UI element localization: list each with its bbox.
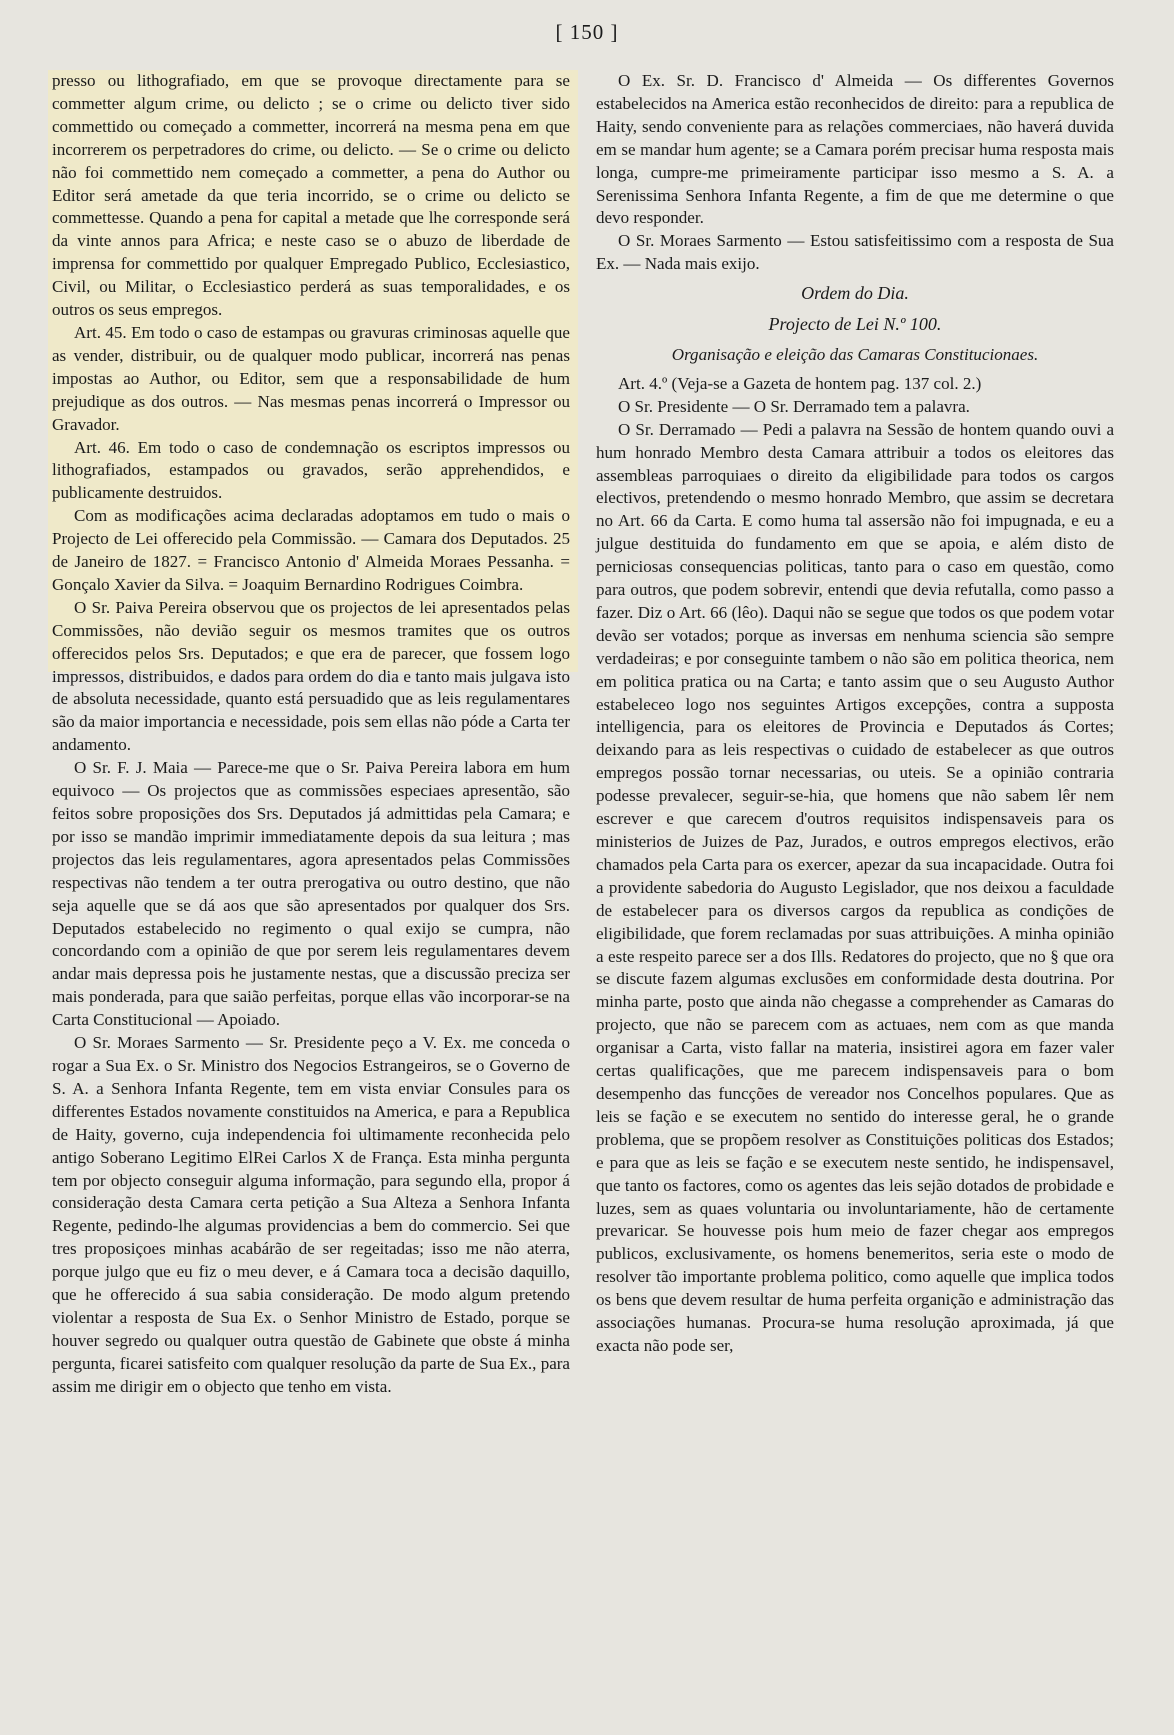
paragraph-commission-signatures: Com as modificações acima declaradas adoptamos em tudo o mais o Projecto de Lei offerecido pela Commissão. — Camara dos Deputados. 25 de Janeiro de 1827. = Francisco Antonio d' Almeida Moraes Pessanha. = Gonçalo Xavier da Silva. = Joaquim Bernardino Rodrigues Coimbra. [52, 506, 570, 594]
paragraph-president: O Sr. Presidente — O Sr. Derramado tem a palavra. [618, 396, 970, 416]
paragraph-article-reference: Art. 4.º (Veja-se a Gazeta de hontem pag. 137 col. 2.) [618, 373, 982, 393]
order-of-day-heading: Ordem do Dia. [801, 283, 909, 304]
left-column [52, 70, 570, 1399]
paragraph-paiva-pereira: O Sr. Paiva Pereira observou que os projectos de lei apresentados pelas Commissões, não devião seguir os mesmos tramites que os outros offerecidos pelos Srs. Deputados; e que era de parecer, que fossem logo impressos, distribuidos, e dados para ordem do dia e tanto mais julgava isto de absoluta necessidade, quanto está persuadido que as leis regulamentares são da maior importancia e necessidade, pois sem ellas não póde a Carta ter andamento. [52, 597, 570, 755]
paragraph-art-44-continued: presso ou lithografiado, em que se provoque directamente para se commetter algum crime, ou delicto ; se o crime ou delicto tiver sido commettido ou começado a commetter, incorrerá na mesma pena em que incorrerem os perpetradores do crime, ou delicto. — Se o crime ou delicto não foi commettido nem começado a commetter, a pena do Author ou Editor será ametade da que teria incorrido, se o crime ou delicto se commettesse. Quando a pena for capital a metade que lhe corresponde será da vinte annos para Africa; e neste caso se o abuzo de liberdade de imprensa for commettido por qualquer Empregado Publico, Ecclesiastico, Civil, ou Militar, o Ecclesiastico perderá as suas temporalidades, e os outros os seus empregos. [52, 71, 570, 320]
paragraph-fj-maia: O Sr. F. J. Maia — Parece-me que o Sr. Paiva Pereira labora em hum equivoco — Os projectos que as commissões especiaes apresentão, são feitos sobre proposições dos Srs. Deputados já admittidas pela Camara; e por isso se mandão imprimir immediatamente depois da sua leitura ; mas projectos das leis regulamentares, agora apresentados pelas Commissões respectivas não tendem a ter outra prerogativa ou outro destino, que não seja aquelle que se dá aos que são apresentados por qualquer dos Srs. Deputados estabelecido no regimento o qual exijo se cumpra, não concordando com a opinião de que por serem leis regulamentares devem andar mais depressa pois he justamente nestas, que a discussão preciza ser mais ponderada, para que saião perfeitas, porque ellas vão incorporar-se na Carta Constitucional — Apoiado. [52, 758, 570, 1030]
page-number: [ 150 ] [555, 20, 619, 44]
project-subtitle: Organisação e eleição das Camaras Constitucionaes. [671, 344, 1039, 364]
paragraph-minister-reply: O Ex. Sr. D. Francisco d' Almeida — Os differentes Governos estabelecidos na America estão reconhecidos de direito: para a republica de Haity, sendo conveniente para as relações commerciaes, não haverá duvida em se mandar hum agente; se a Camara porém precisar huma resposta mais longa, cumpre-me primeiramente participar isso mesmo a S. A. a Serenissima Senhora Infanta Regente, a fim de que me determine o que devo responder. [596, 71, 1114, 228]
paragraph-art-46: Art. 46. Em todo o caso de condemnação os escriptos impressos ou lithografiados, estampados ou gravados, serão apprehendidos, e publicamente destruidos. [52, 437, 570, 503]
right-column [596, 70, 1114, 1358]
paragraph-moraes-sarmento-question: O Sr. Moraes Sarmento — Sr. Presidente peço a V. Ex. me conceda o rogar a Sua Ex. o Sr. Ministro dos Negocios Estrangeiros, se o Governo de S. A. a Senhora Infanta Regente, tem em vista enviar Consules para os differentes Estados novamente constituidos na America, e para a Republica de Haity, governo, cuja independencia foi ultimamente reconhecida pelo antigo Soberano Legitimo ElRei Carlos X de França. Esta minha pergunta tem por objecto conseguir alguma informação, para segundo ella, propor á consideração desta Camara certa petição a Sua Alteza a Senhora Infanta Regente, pedindo-lhe algumas providencias a bem do commercio. Sei que tres proposiçoes minhas acabárão de ser regeitadas; isso me não aterra, porque julgo que eu fiz o meu dever, e á Camara toca a decisão daquillo, que he offerecido á sua sabia consideração. De modo algum pretendo violentar a resposta de Sua Ex. o Senhor Ministro de Estado, porque se houver segredo ou qualquer outra questão de Gabinete que obste á minha pergunta, ficarei satisfeito com qualquer resolução da parte de Sua Ex., para assim me dirigir em o objecto que tenho em vista. [52, 1033, 570, 1396]
paragraph-sarmento-reply: O Sr. Moraes Sarmento — Estou satisfeitissimo com a resposta de Sua Ex. — Nada mais exijo. [596, 231, 1114, 274]
paragraph-art-45: Art. 45. Em todo o caso de estampas ou gravuras criminosas aquelle que as vender, distribuir, ou de qualquer modo publicar, incorrerá nas penas impostas ao Author, ou Editor, sem que a responsabilidade de hum prejudique as dos outros. — Nas mesmas penas incorrerá o Impressor ou Gravador. [52, 322, 570, 434]
paragraph-derramado-speech: O Sr. Derramado — Pedi a palavra na Sessão de hontem quando ouvi a hum honrado Membro desta Camara attribuir a todos os eleitores das assembleas parroquiaes o direito da eligibilidade para todos os cargos electivos, pretendendo o mesmo honrado Membro, que assim se decretara no Art. 66 da Carta. E como huma tal assersão não foi impugnada, e eu a julgue destituida do fundamento em que se apoia, e além disto de perniciosas consequencias politicas, tanto para o caso em questão, como para outros, que podem sobrevir, entendi que devia refutalla, como passo a fazer. Diz o Art. 66 (lêo). Daqui não se segue que todos os que podem votar devão ser votados; porque as inversas em nenhuma sciencia são sempre verdadeiras; e por conseguinte tambem o não são em politica theorica, nem em politica pratica ou na Carta; e tanto assim que o seu Augusto Author estabeleceo logo nos seguintes Artigos excepções, contra a supposta intelligencia, para os eleitores de Provincia e Deputados ás Cortes; deixando para as leis respectivas o cuidado de estabelecer as que outros empregos possão tornar necessarias, ou uteis. Se a opinião contraria podesse prevalecer, seguir-se-hia, que homens que não sabem lêr nem escrever e que carecem d'outros requisitos indispensaveis para os ministerios de Juizes de Paz, Jurados, e outros empregos electivos, erão chamados pela Carta para os exercer, apezar da sua incapacidade. Outra foi a providente sabedoria do Augusto Legislador, que nos deixou a faculdade de estabelecer para os diversos cargos da republica as condições de eligibilidade, que forem reclamadas por suas attribuições. A minha opinião a este respeito parece ser a dos Ills. Redatores do projecto, que no § que ora se discute fazem algumas exclusões em conformidade desta doutrina. Por minha parte, posto que ainda não chegasse a comprehender as Camaras do projecto, que não se parecem com as actuaes, nem com as que manda organisar a Carta, visto fallar na materia, insistirei agora em fazer valer certas qualificações, que me parecem indispensaveis para o bom desempenho das funcções de vereador nos Concelhos populares. Que as leis se fação e se executem no sentido do interesse geral, he o grande problema, que se propõem resolver as Constituições politicas dos Estados; e para que as leis se fação e se executem neste sentido, he indispensavel, que tanto os factores, como os agentes das leis sejão dotados de probidade e luzes, sem as quaes voluntaria ou involuntariamente, hão de certamente prevaricar. Se houvesse pois hum meio de fazer chegar aos empregos publicos, exclusivamente, os homens benemeritos, seria este o modo de resolver tão importante problema politico, como aquelle que implica todos os bens que devem resultar de huma perfeita organição e administração das associações humanas. Procura-se huma resolução aproximada, já que exacta não pode ser, [596, 419, 1114, 1355]
project-heading: Projecto de Lei N.º 100. [768, 314, 942, 335]
